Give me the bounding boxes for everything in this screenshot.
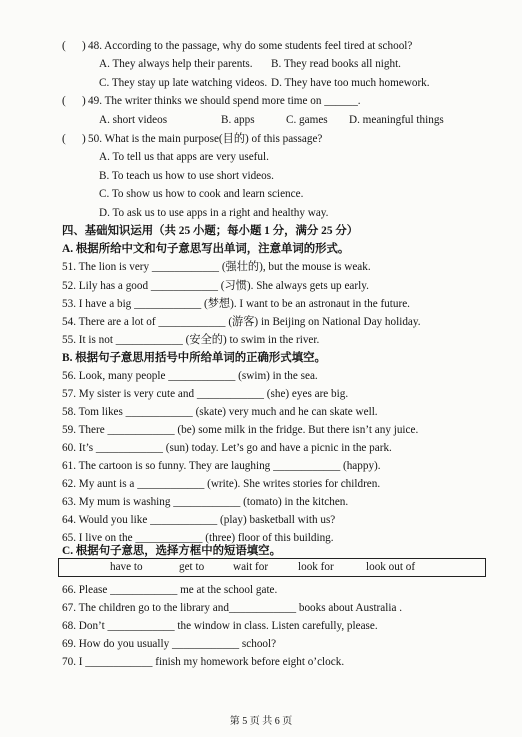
item-54: 54. There are a lot of ____________ (游客) in Beijing on National Day holiday. — [62, 316, 421, 328]
option-c: C. They stay up late watching videos. — [99, 77, 268, 89]
option-a: A. To tell us that apps are very useful. — [99, 151, 269, 163]
option-c: C. games — [286, 114, 328, 126]
option-b: B. They read books all night. — [271, 58, 401, 70]
item-61: 61. The cartoon is so funny. They are laughing ____________ (happy). — [62, 460, 381, 472]
page-number: 第 5 页 共 6 页 — [229, 716, 293, 727]
answer-bracket-open: ( — [62, 40, 66, 52]
part-a-instruction: A. 根据所给中文和句子意思写出单词，注意单词的形式。 — [62, 243, 350, 255]
item-64: 64. Would you like ____________ (play) basketball with us? — [62, 514, 336, 526]
option-d: D. They have too much homework. — [271, 77, 430, 89]
item-58: 58. Tom likes ____________ (skate) very much and he can skate well. — [62, 406, 378, 418]
item-69: 69. How do you usually ____________ school? — [62, 638, 277, 650]
option-d: D. meaningful things — [349, 114, 444, 126]
item-57: 57. My sister is very cute and ____________ (she) eyes are big. — [62, 388, 349, 400]
answer-bracket-open: ( — [62, 95, 66, 107]
item-53: 53. I have a big ____________ (梦想). I want to be an astronaut in the future. — [62, 298, 410, 310]
item-55: 55. It is not ____________ (安全的) to swim in the river. — [62, 334, 320, 346]
question-stem: 48. According to the passage, why do some students feel tired at school? — [88, 40, 413, 52]
item-68: 68. Don’t ____________ the window in class. Listen carefully, please. — [62, 620, 378, 632]
part-c-instruction: C. 根据句子意思，选择方框中的短语填空。 — [62, 545, 281, 557]
answer-bracket-open: ( — [62, 133, 66, 145]
item-62: 62. My aunt is a ____________ (write). She writes stories for children. — [62, 478, 381, 490]
item-65: 65. I live on the ____________ (three) floor of this building. — [62, 532, 334, 544]
question-stem: 49. The writer thinks we should spend more time on ______. — [88, 95, 361, 107]
option-b: B. apps — [221, 114, 255, 126]
option-a: A. short videos — [99, 114, 168, 126]
item-63: 63. My mum is washing ____________ (tomato) in the kitchen. — [62, 496, 349, 508]
phrase-get-to: get to — [179, 561, 205, 573]
item-66: 66. Please ____________ me at the school gate. — [62, 584, 278, 596]
item-70: 70. I ____________ finish my homework before eight o’clock. — [62, 656, 345, 668]
item-52: 52. Lily has a good ____________ (习惯). She always gets up early. — [62, 280, 369, 292]
phrase-wait-for: wait for — [233, 561, 269, 573]
item-59: 59. There ____________ (be) some milk in the fridge. But there isn’t any juice. — [62, 424, 419, 436]
option-b: B. To teach us how to use short videos. — [99, 170, 274, 182]
section-title: 四、基础知识运用（共 25 小题；每小题 1 分，满分 25 分） — [62, 225, 359, 237]
option-c: C. To show us how to cook and learn science. — [99, 188, 304, 200]
item-56: 56. Look, many people ____________ (swim) in the sea. — [62, 370, 318, 382]
answer-bracket-close: ) — [82, 40, 86, 52]
phrase-look-out-of: look out of — [366, 561, 416, 573]
answer-bracket-close: ) — [82, 95, 86, 107]
question-stem: 50. What is the main purpose(目的) of this passage? — [88, 133, 323, 145]
option-d: D. To ask us to use apps in a right and healthy way. — [99, 207, 329, 219]
part-b-instruction: B. 根据句子意思用括号中所给单词的正确形式填空。 — [62, 352, 326, 364]
answer-bracket-close: ) — [82, 133, 86, 145]
phrase-have-to: have to — [110, 561, 143, 573]
item-67: 67. The children go to the library and____________ books about Australia . — [62, 602, 403, 614]
phrase-box — [58, 558, 486, 577]
phrase-look-for: look for — [298, 561, 334, 573]
option-a: A. They always help their parents. — [99, 58, 253, 70]
item-51: 51. The lion is very ____________ (强壮的), but the mouse is weak. — [62, 261, 371, 273]
item-60: 60. It’s ____________ (sun) today. Let’s go and have a picnic in the park. — [62, 442, 392, 454]
